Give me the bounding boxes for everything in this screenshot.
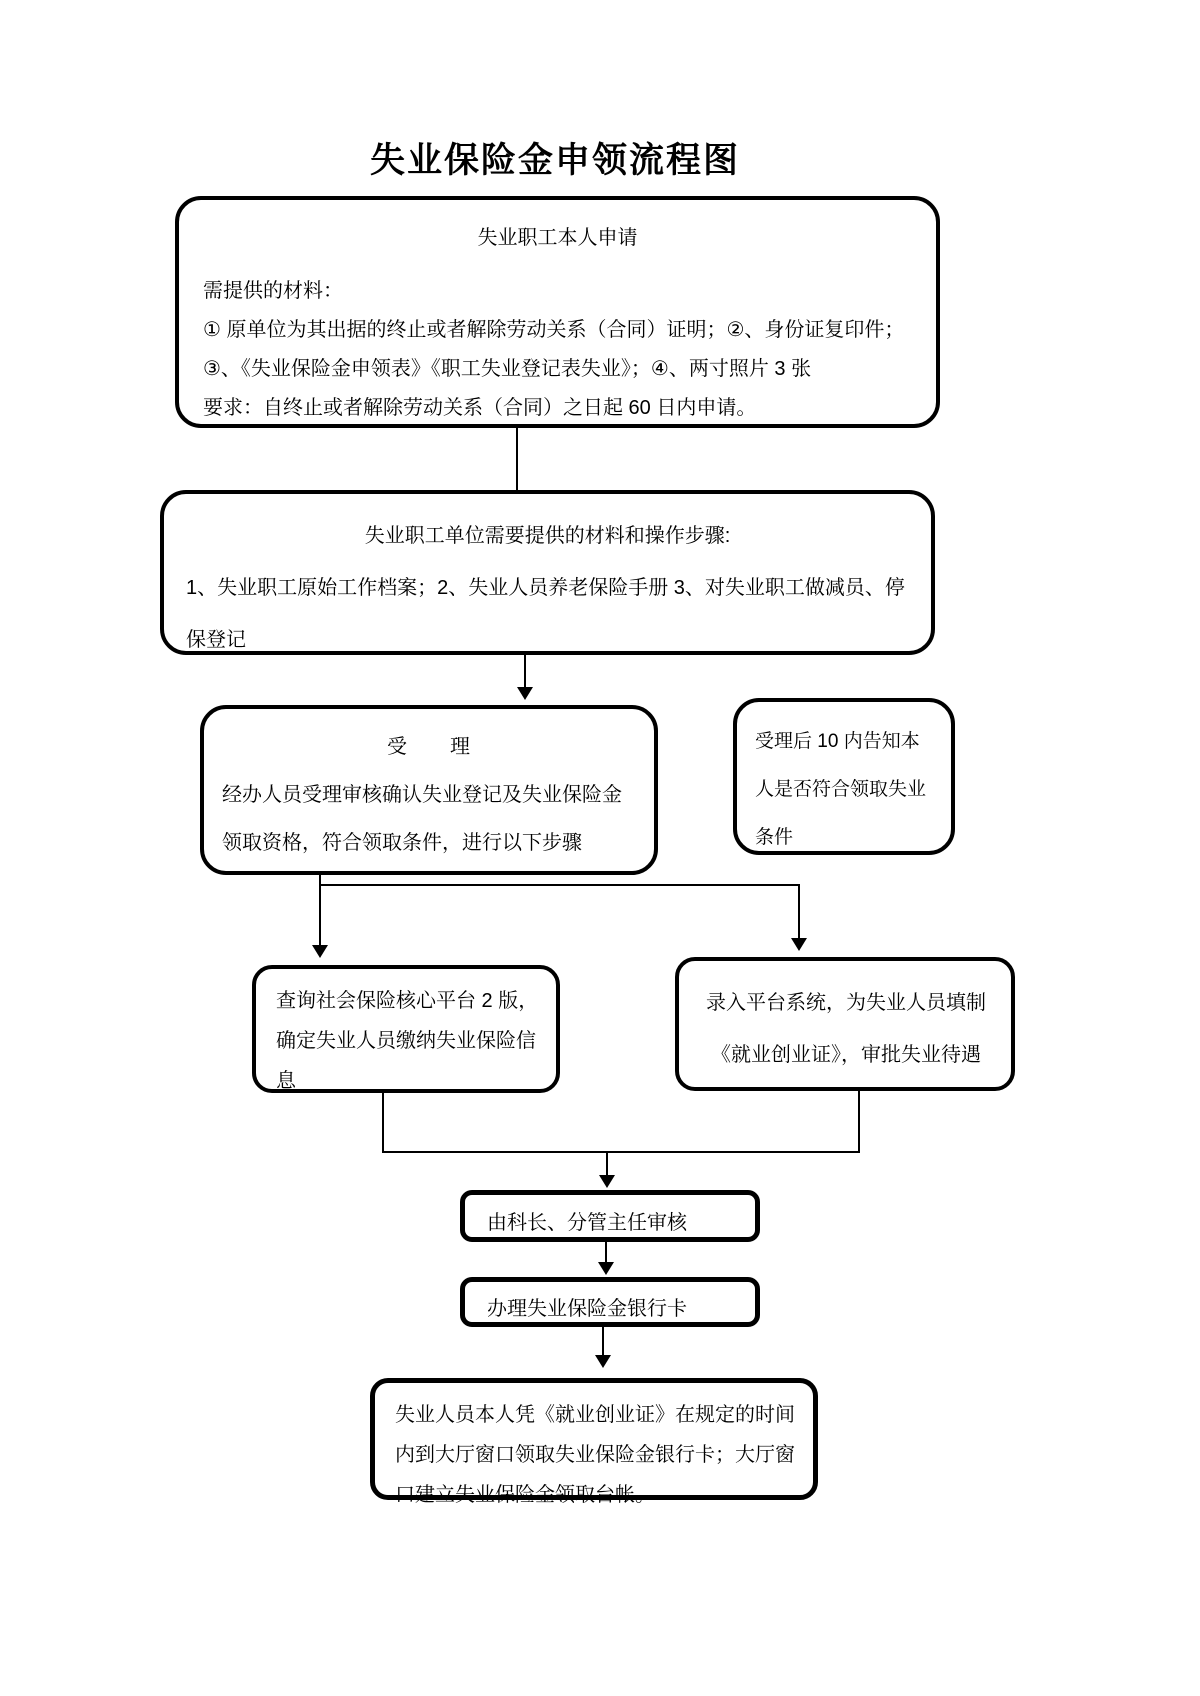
connector-line <box>606 1151 608 1177</box>
final-box-body: 失业人员本人凭《就业创业证》在规定的时间内到大厅窗口领取失业保险金银行卡；大厅窗口建立失业保险金领取台帐。 <box>395 1404 795 1506</box>
employer-box-body: 1、失业职工原始工作档案；2、失业人员养老保险手册 3、对失业职工做减员、停保登记 <box>186 577 905 651</box>
query-box-body: 查询社会保险核心平台 2 版，确定失业人员缴纳失业保险信息 <box>276 990 539 1092</box>
employer-box-title: 失业职工单位需要提供的材料和操作步骤: <box>364 525 731 547</box>
arrow-down-icon <box>312 945 328 958</box>
accept-box <box>200 705 658 875</box>
connector-line <box>602 1327 604 1357</box>
connector-line <box>319 884 800 886</box>
arrow-down-icon <box>599 1175 615 1188</box>
notify-box <box>733 698 955 855</box>
notify-box-body: 受理后 10 内告知本人是否符合领取失业条件 <box>755 731 927 848</box>
query-box <box>252 965 560 1093</box>
arrow-down-icon <box>791 938 807 951</box>
connector-line <box>858 1090 860 1153</box>
review-box-body: 由科长、分管主任审核 <box>487 1212 687 1234</box>
connector-line <box>524 655 526 689</box>
accept-box-title: 受 理 <box>387 736 471 758</box>
bankcard-box <box>460 1277 760 1327</box>
bankcard-box-body: 办理失业保险金银行卡 <box>487 1298 687 1320</box>
employer-box <box>160 490 935 655</box>
applicant-box-title: 失业职工本人申请 <box>477 227 638 249</box>
connector-line <box>382 1092 384 1153</box>
connector-line <box>382 1151 860 1153</box>
applicant-box <box>175 196 940 428</box>
page-title: 失业保险金申领流程图 <box>369 141 740 180</box>
applicant-box-line: ③、《失业保险金申领表》《职工失业登记表失业》；④、两寸照片 3 张 <box>203 358 812 380</box>
entry-box <box>675 957 1015 1091</box>
final-box <box>370 1378 818 1506</box>
accept-box-body: 经办人员受理审核确认失业登记及失业保险金领取资格，符合领取条件，进行以下步骤 <box>222 784 622 854</box>
arrow-down-icon <box>598 1262 614 1275</box>
applicant-box-line: 要求：自终止或者解除劳动关系（合同）之日起 60 日内申请。 <box>203 397 757 419</box>
connector-line <box>516 428 518 490</box>
applicant-box-line: 需提供的材料： <box>203 280 343 302</box>
connector-line <box>605 1242 607 1264</box>
arrow-down-icon <box>595 1355 611 1368</box>
applicant-box-line: ① 原单位为其出据的终止或者解除劳动关系（合同）证明；②、身份证复印件； <box>203 319 905 341</box>
review-box <box>460 1190 760 1242</box>
entry-box-body: 录入平台系统，为失业人员填制《就业创业证》，审批失业待遇 <box>706 992 986 1066</box>
arrow-down-icon <box>517 687 533 700</box>
connector-line <box>798 884 800 940</box>
